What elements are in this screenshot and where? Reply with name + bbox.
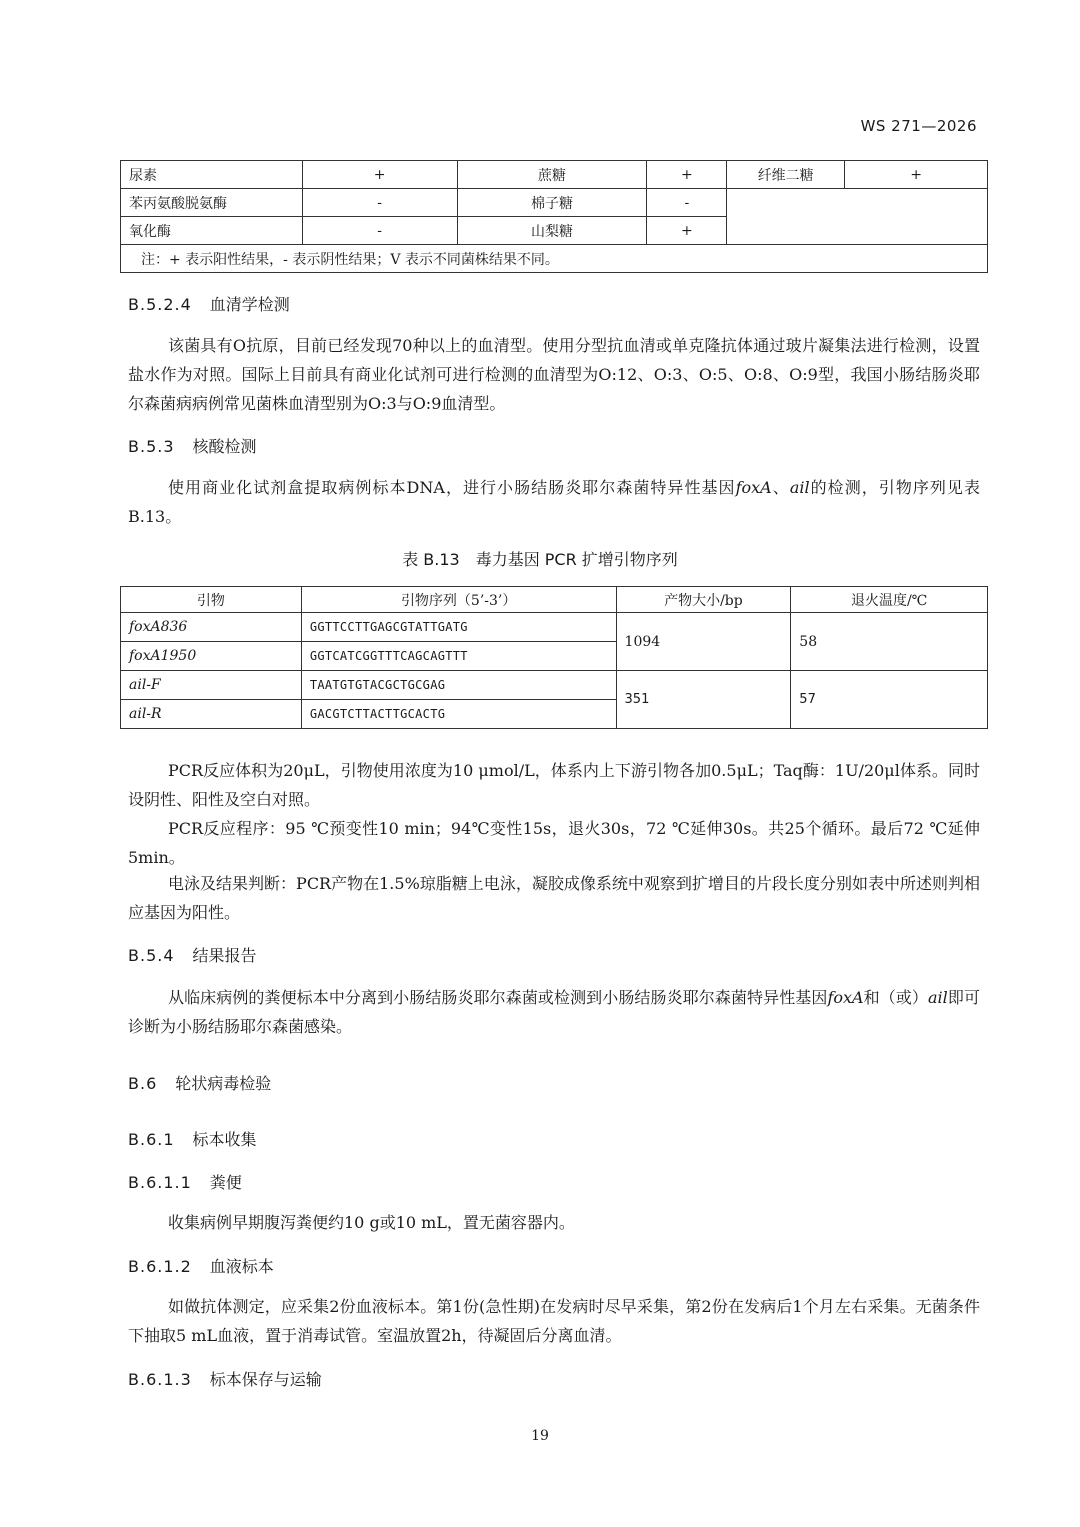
primer-sequence: GGTCATCGGTTTCAGCAGTTT	[301, 642, 616, 671]
section-heading	[128, 434, 257, 457]
primer-name: foxA836	[121, 613, 302, 642]
section-number: B.6.1.1	[128, 1173, 192, 1192]
column-header: 产物大小/bp	[616, 587, 791, 613]
section-title: 轮状病毒检验	[175, 1074, 272, 1093]
section-heading	[128, 1127, 257, 1150]
paragraph: PCR反应程序：95 ℃预变性10 min；94℃变性15s，退火30s，72 ℃延伸30s。共25个循环。最后72 ℃延伸5min。	[128, 819, 980, 867]
paragraph: 收集病例早期腹泻粪便约10 g或10 mL，置无菌容器内。	[168, 1213, 575, 1232]
section-number: B.5.4	[128, 946, 175, 965]
section-title: 标本收集	[192, 1130, 257, 1149]
annealing-temperature: 57	[791, 671, 988, 729]
product-size: 351	[616, 671, 791, 729]
section-title: 结果报告	[192, 946, 257, 965]
table-row	[121, 161, 988, 189]
gene-name: ail	[789, 478, 810, 497]
table-cell: 蔗糖	[457, 161, 647, 189]
biochemical-table	[120, 160, 988, 273]
gene-name: ail	[928, 988, 948, 1007]
document-code: WS 271—2026	[860, 117, 977, 135]
section-number: B.5.3	[128, 437, 175, 456]
table-cell: +	[647, 161, 727, 189]
paragraph: 电泳及结果判断：PCR产物在1.5%琼脂糖上电泳，凝胶成像系统中观察到扩增目的片段长度分别如表中所述则判相应基因为阳性。	[128, 874, 980, 922]
table-cell: 苯丙氨酸脱氨酶	[121, 189, 303, 217]
paragraph	[128, 983, 980, 1041]
text-run: 和（或）	[863, 988, 929, 1007]
section-title: 粪便	[209, 1173, 242, 1192]
paragraph	[128, 473, 980, 531]
gene-name: foxA	[827, 988, 864, 1007]
section-number: B.5.2.4	[128, 295, 192, 314]
page-number: 19	[531, 1428, 549, 1444]
table-row	[121, 671, 988, 700]
section-number: B.6.1.3	[128, 1370, 192, 1389]
table-cell: -	[647, 189, 727, 217]
section-heading	[128, 1254, 274, 1277]
section-heading	[128, 292, 290, 315]
primer-sequence: GGTTCCTTGAGCGTATTGATG	[301, 613, 616, 642]
table-cell-empty	[727, 189, 988, 245]
section-number: B.6	[128, 1074, 158, 1093]
column-header: 退火温度/℃	[791, 587, 988, 613]
section-heading	[128, 1367, 322, 1390]
table-cell: 山梨糖	[457, 217, 647, 245]
section-number: B.6.1	[128, 1130, 175, 1149]
primer-name: ail-F	[121, 671, 302, 700]
table-cell: +	[845, 161, 988, 189]
section-heading	[128, 943, 257, 966]
text-run: 、	[771, 478, 790, 497]
column-header: 引物序列（5’-3’）	[301, 587, 616, 613]
table-row	[121, 245, 988, 273]
text-run: 的检测，引物序列见表B.13。	[128, 478, 980, 526]
section-title: 血液标本	[209, 1257, 274, 1276]
paragraph: PCR反应体积为20μL，引物使用浓度为10 μmol/L，体系内上下游引物各加0.5μL；Taq酶：1U/20μl体系。同时设阴性、阳性及空白对照。	[128, 761, 980, 809]
table-caption: 表 B.13 毒力基因 PCR 扩增引物序列	[402, 550, 678, 569]
annealing-temperature: 58	[791, 613, 988, 671]
section-heading	[128, 1071, 271, 1094]
product-size: 1094	[616, 613, 791, 671]
gene-name: foxA	[735, 478, 772, 497]
table-header-row	[121, 587, 988, 613]
column-header: 引物	[121, 587, 302, 613]
table-row	[121, 613, 988, 642]
paragraph: 该菌具有O抗原，目前已经发现70种以上的血清型。使用分型抗血清或单克隆抗体通过玻片凝集法进行检测，设置盐水作为对照。国际上目前具有商业化试剂可进行检测的血清型为O:12、O:3、O:5、O:8、O:9型，我国小肠结肠炎耶尔森菌病病例常见菌株血清型别为O:3与O:9血清型。	[128, 336, 980, 413]
text-run: 使用商业化试剂盒提取病例标本DNA，进行小肠结肠炎耶尔森菌特异性基因	[168, 478, 736, 497]
primer-sequence: TAATGTGTACGCTGCGAG	[301, 671, 616, 700]
table-cell: +	[647, 217, 727, 245]
table-cell: -	[302, 217, 457, 245]
primer-sequence: GACGTCTTACTTGCACTG	[301, 700, 616, 729]
table-row	[121, 189, 988, 217]
table-cell: 氧化酶	[121, 217, 303, 245]
section-title: 血清学检测	[209, 295, 290, 314]
section-heading	[128, 1170, 242, 1193]
text-run: 从临床病例的粪便标本中分离到小肠结肠炎耶尔森菌或检测到小肠结肠炎耶尔森菌特异性基因	[168, 988, 828, 1007]
table-cell: 尿素	[121, 161, 303, 189]
primer-name: foxA1950	[121, 642, 302, 671]
primer-name: ail-R	[121, 700, 302, 729]
section-number: B.6.1.2	[128, 1257, 192, 1276]
primer-table	[120, 586, 988, 729]
table-cell: +	[302, 161, 457, 189]
table-cell: 棉子糖	[457, 189, 647, 217]
section-title: 核酸检测	[192, 437, 257, 456]
paragraph: 如做抗体测定，应采集2份血液标本。第1份(急性期)在发病时尽早采集，第2份在发病后1个月左右采集。无菌条件下抽取5 mL血液，置于消毒试管。室温放置2h，待凝固后分离血清。	[128, 1297, 980, 1345]
table-cell: 纤维二糖	[727, 161, 845, 189]
section-title: 标本保存与运输	[209, 1370, 322, 1389]
table-cell: -	[302, 189, 457, 217]
table-note: 注：+ 表示阳性结果，- 表示阴性结果；V 表示不同菌株结果不同。	[121, 245, 988, 273]
text-run: 即可诊断为小肠结肠耶尔森菌感染。	[128, 988, 980, 1036]
